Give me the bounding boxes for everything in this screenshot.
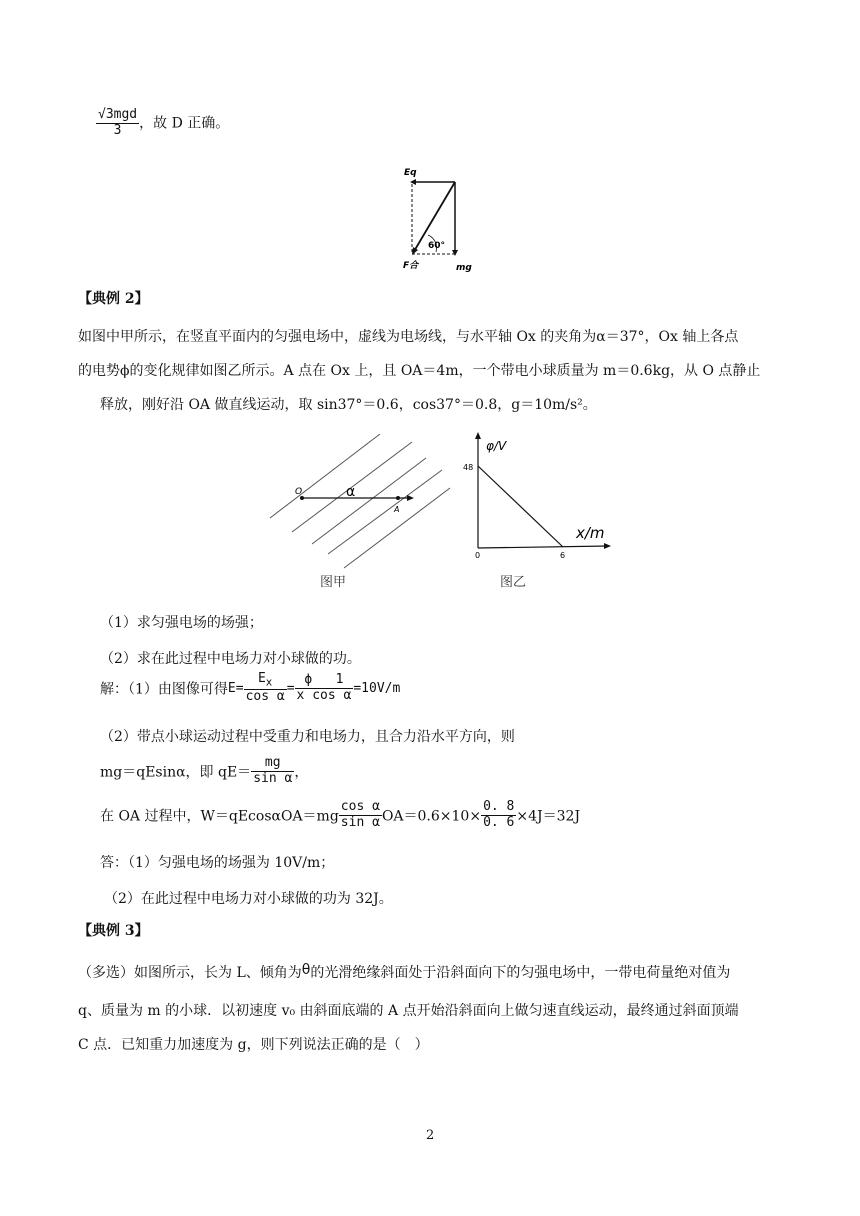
mg-label: mg [456, 263, 472, 273]
ox-arrowhead [407, 495, 414, 501]
solution1-f1-den: cos α [245, 689, 285, 705]
top-formula-line [96, 108, 229, 139]
top-fraction-denominator: 3 [113, 122, 122, 138]
example3-heading: 【典例 3】 [78, 923, 149, 939]
label-alpha: α [346, 484, 356, 500]
example2-text-line2: 的电势ϕ的变化规律如图乙所示。A 点在 Ox 上，且 OA＝4m，一个带电小球质量为 m＝0.6kg，从 O 点静止 [78, 363, 761, 379]
solution1-fraction2 [295, 673, 354, 704]
solution1-f2-num: ϕ 1 [295, 673, 354, 689]
caption-yi: 图乙 [500, 575, 527, 590]
angle-label: 60° [428, 241, 446, 251]
example2-heading: 【典例 2】 [78, 291, 149, 307]
solution3-num: mg [251, 756, 294, 772]
example2-text-line1: 如图中甲所示，在竖直平面内的匀强电场中，虚线为电场线，与水平轴 Ox 的夹角为α＝37°，Ox 轴上各点 [78, 329, 739, 345]
solution3-suffix: ， [294, 764, 309, 781]
solution4-suffix: ×4J＝32J [516, 808, 581, 825]
top-fraction [96, 108, 139, 139]
solution4-fraction2 [481, 800, 516, 831]
solution1-f2-den: x cos α [296, 687, 352, 703]
theta-symbol: θ [301, 962, 311, 978]
solution1-f1-num-sub: x [265, 675, 273, 689]
example2-text-line3: 释放，刚好沿 OA 做直线运动，取 sin37°＝0.6，cos37°＝0.8，g＝10m/s²。 [100, 397, 597, 413]
question-1: （1）求匀强电场的场强； [100, 615, 263, 631]
solution4-f2-num: 0. 8 [483, 799, 515, 814]
label-o: O [295, 487, 303, 497]
eq-label: Eq [404, 168, 417, 178]
force-diagram [400, 162, 490, 274]
mg-arrowhead [452, 250, 458, 256]
field-lines [270, 434, 450, 568]
solution4-fraction1 [339, 800, 382, 831]
solution1-f1-num: E [257, 671, 266, 686]
solution3-den: sin α [253, 770, 293, 786]
solution1-result: =10V/m [353, 680, 401, 696]
top-fraction-numerator: √3mgd [98, 107, 138, 122]
x-tick-0: 0 [475, 551, 481, 560]
y-tick-48: 48 [463, 463, 474, 472]
caption-jia: 图甲 [320, 575, 347, 590]
solution4-f1-den: sin α [340, 814, 380, 830]
solution-line2: （2）带点小球运动过程中受重力和电场力，且合力沿水平方向，则 [100, 729, 515, 745]
page-number: 2 [426, 1128, 435, 1143]
answer-2: （2）在此过程中电场力对小球做的功为 32J。 [104, 891, 393, 907]
solution1-eq: = [286, 680, 295, 696]
solution4-prefix: 在 OA 过程中，W＝qEcosαOA＝mg [100, 808, 339, 825]
solution-line4 [100, 800, 580, 831]
x-axis [478, 546, 608, 548]
solution3-prefix: mg＝qEsinα，即 qE＝ [100, 764, 252, 781]
example3-line1-part-b: 的光滑绝缘斜面处于沿斜面向下的匀强电场中，一带电荷量绝对值为 [310, 965, 731, 981]
y-axis-label: φ/V [486, 439, 507, 453]
figure-jia [262, 424, 452, 594]
solution4-f1-num: cos α [340, 799, 380, 814]
example3-text-line3: C 点．已知重力加速度为 g，则下列说法正确的是（ ） [78, 1037, 429, 1053]
x-axis-label: x/m [576, 524, 605, 542]
figure-yi [458, 428, 618, 594]
top-formula-suffix: ，故 D 正确。 [139, 115, 230, 132]
solution4-mid: OA＝0.6×10× [381, 808, 482, 825]
answer-1: 答：（1）匀强电场的场强为 10V/m； [100, 855, 335, 871]
label-a: A [394, 505, 400, 514]
f-label: F合 [403, 261, 419, 271]
solution1-fraction1 [244, 672, 287, 705]
field-line [312, 458, 426, 544]
phi-line [478, 466, 563, 547]
question-2: （2）求在此过程中电场力对小球做的功。 [100, 651, 361, 667]
solution4-f2-den: 0. 6 [483, 814, 515, 830]
example3-line1-part-a: （多选）如图所示，长为 L、倾角为 [78, 965, 302, 981]
eq-arrowhead [410, 179, 416, 185]
field-line [344, 488, 450, 568]
solution-line3 [100, 756, 308, 787]
solution1-prefix: 解：（1）由图像可得 [100, 681, 228, 698]
x-arrowhead [604, 543, 611, 549]
x-tick-6: 6 [560, 551, 566, 560]
field-line [328, 470, 442, 554]
example3-text-line1 [78, 962, 730, 982]
solution-line1 [100, 672, 400, 705]
example3-text-line2: q、质量为 m 的小球．以初速度 v₀ 由斜面底端的 A 点开始沿斜面向上做匀速直线运动，最终通过斜面顶端 [78, 1003, 739, 1019]
point-a [396, 496, 400, 500]
y-arrowhead [475, 432, 481, 439]
solution3-fraction [251, 756, 294, 787]
solution1-e: E= [227, 680, 244, 696]
